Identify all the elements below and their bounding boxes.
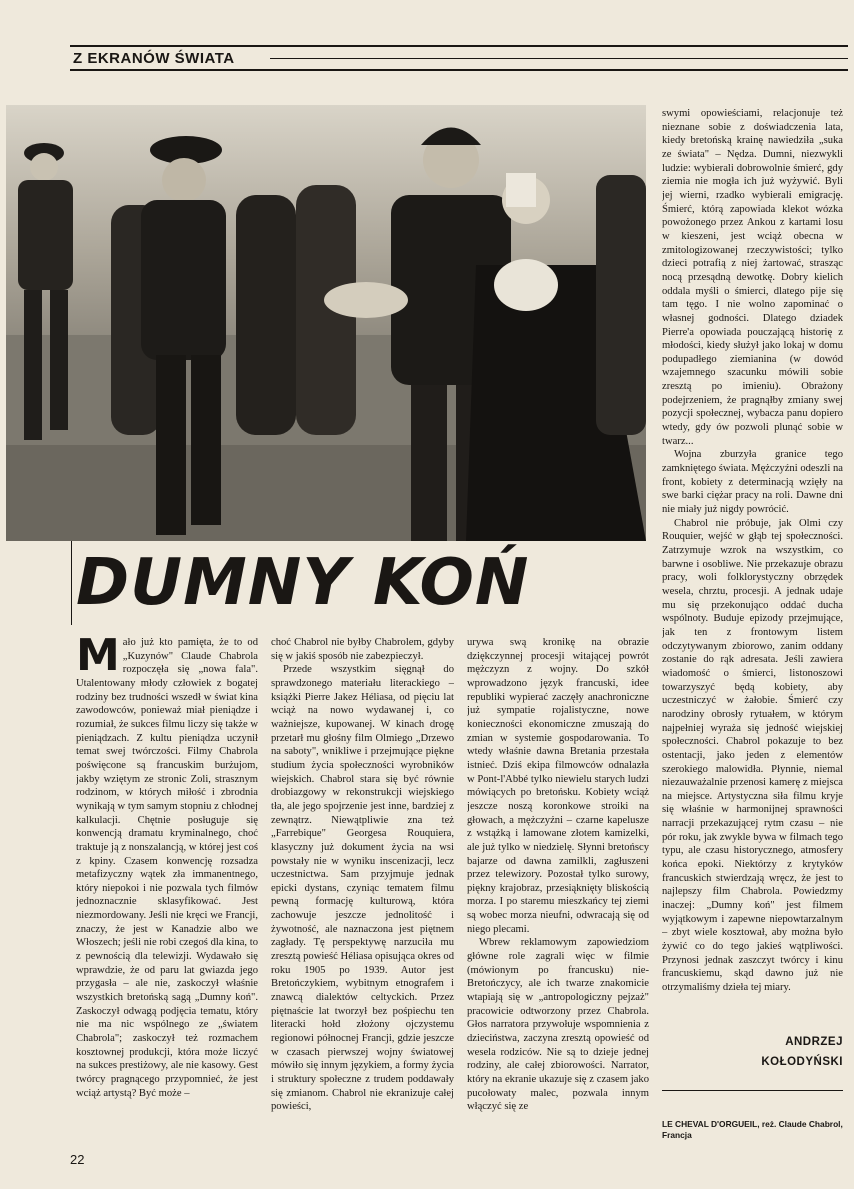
title-rule: [270, 58, 848, 59]
section-title: Z EKRANÓW ŚWIATA: [73, 50, 235, 67]
film-still-photo: [6, 105, 646, 541]
headline-left-rule: [71, 541, 72, 625]
header-bottom-rule: [70, 69, 848, 71]
caption-rule: [662, 1090, 843, 1091]
page-number: 22: [70, 1152, 85, 1167]
author-last-name: KOŁODYŃSKI: [761, 1056, 843, 1068]
author-byline: [662, 1032, 843, 1072]
col2-paragraph-1: choć Chabrol nie byłby Chabrolem, gdyby się w jakiś sposób nie zabezpieczył.: [271, 637, 454, 662]
col1-paragraph-1: ało już kto pamięta, że to od „Kuzynów" Claude Chabrola rozpoczęła się „nowa fala". Utalentowany młody człowiek z bogatej rodziny bez trudności wszedł w świat kina zawodowców, ponieważ miał pieniądze i rozumiał, że sukces filmu liczy się także w pieniądzach. Z kultu pieniądza uczynił temat swej twórczości. Filmy Chabrola poświęcone są francuskim burżujom, jakby wziętym ze stronic Zoli, strasznym rodzinom, w których miłość i zbrodnia wynikają w tym samym stopniu z chłodnej kalkulacji. Chętnie posługuje się konwencją dramatu kryminalnego, choć traktuje ją z nonszalancją, w której jest coś z kpiny. Czasem konwencję rozsadza metafizyczny wątek zła immanentnego, który niepokoi i nie pozwala tych filmów jednoznacznie sklasyfikować. Jest niezmordowany. Jeśli nie kręci we Francji, znaczy, że jest w Kanadzie albo we Włoszech; jeśli nie robi czegoś dla kina, to z pewnością dla telewizji. Wydawało się wprawdzie, że od paru lat gwiazda jego przygasła – ale nie, zaskoczył właśnie wszystkich bretońską sagą „Dumny koń". Zaskoczył odwagą podjęcia tematu, który nie ma nic wspólnego ze „światem Chabrola"; zaskoczył też rozmachem kosztownej produkcji, która może liczyć na sukces prestiżowy, ale nie kasowy. Gest twórcy pragnącego przypomnieć, że jest wciąż artystą? Być może –: [76, 637, 258, 1099]
col3-paragraph-1: urywa swą kronikę na obrazie dziękczynnej procesji witającej powrót mężczyzn z wojny. Do szkół wprowadzono język francuski, idee republiki wypierać zaczęły anachroniczne już sympatie rojalistyczne, nowe konieczności ekonomiczne zmuszają do zmian w systemie gospodarowania. To wtedy właśnie dawna Bretania przestała istnieć. Dziś ekipa filmowców odnalazła w Pont-l'Abbé tylko niewielu starych ludzi mówiących po bretońsku. Kobiety wciąż jeszcze noszą koronkowe stroiki na głowach, a mężczyźni – czarne kapelusze z wstążką i lamowane złotem kamizelki, ale już tylko w niedzielę. Słynni bretońscy bajarze od dawna zamilkli, zagłuszeni przez telewizory. Pozostał tylko surowy, piękny krajobraz, przesiąknięty bliskością morza. I po staremu mieszkańcy tej ziemi są wobec morza nieufni, odwracają się od niego plecami.: [467, 637, 649, 935]
photo-caption: LE CHEVAL D'ORGUEIL, reż. Claude Chabrol, Francja: [662, 1119, 843, 1140]
article-column-3: [467, 636, 649, 1146]
col3-paragraph-2: Wbrew reklamowym zapowiedziom główne role zagrali więc w filmie (mówionym po francusku) nie-Bretończycy, ale ich twarze znakomicie wtapiają się w „antropologiczny pejzaż" pracowicie odtworzony przez Chabrola. Głos narratora przywołuje wspomnienia z dzieciństwa, zaczyna zresztą opowieść od wesela rodziców. Nie są to dzieje jednej rodziny, ale całej zbiorowości. Narrator, który na ekranie ukazuje się z czasem jako pucołowaty malec, pozwala innym włączyć się ze: [467, 937, 649, 1113]
article-column-2: [271, 636, 454, 1146]
article-column-4: [662, 107, 843, 1052]
col4-paragraph-3: Chabrol nie próbuje, jak Olmi czy Rouquier, wejść w głąb tej społeczności. Zatrzymuje wzrok na wszystkim, co barwne i osobliwe. Nie przekazuje obrazu pracy, woli folklorystyczny obrzędek wesela, chrztu, procesji. A jednak udaje mu się przekonująco oddać ducha wspólnoty. Buduje epizody przejmujące, jak ten z frontowym listem odczytywanym zbiorowo, zanim oddany zostanie do rąk adresata. Jeśli zawiera wiadomość o śmierci, listonoszowi towarzyszyć będą kobiety, aby uczestniczyć w żałobie. Śmierć czy narodziny obrosły rytuałem, w którym najpełniej wyraża się jedność wiejskiej społeczności. Chabrol pokazuje to bez ostentacji, jako jeden z elementów szerokiego malowidła. Płynnie, niemal niezauważalnie przenosi kamerę z miejsca na miejsce. Artystyczna siła filmu kryje się właśnie w harmonijnej sprawności narracji przekazującej rytm czasu – nie pór roku, jak zwykle bywa w filmach tego typu, ale czasu historycznego, atmosfery końca epoki. Niektórzy z krytyków francuskich stwierdzają wręcz, że jest to najlepszy film Chabrola. Powiedzmy inaczej: „Dumny koń" jest filmem wyjątkowym i zapewne niepowtarzalnym – zbyt wiele kosztował, aby można było żywić co do tego jakieś wątpliwości. Przynosi jednak zaszczyt twórcy i kinu francuskiemu, skąd dawno już nie otrzymaliśmy dzieła tej miary.: [662, 517, 843, 993]
author-first-name: ANDRZEJ: [785, 1036, 843, 1048]
drop-cap: M: [76, 636, 120, 681]
col2-paragraph-2: Przede wszystkim sięgnął do sprawdzonego materiału literackiego – książki Pierre Jakez Héliasa, od pięciu lat wciąż na nowo wydawanej i, co ważniejsze, kupowanej. W kinach drogę przetarł mu głośny film Olmiego „Drzewo na saboty", wnikliwe i przejmujące piękne studium życia społeczności wyrobników wiejskich. Chabrol stara się być równie drobiazgowy w rekonstrukcji wiejskiego tła, ale jego spojrzenie jest inne, bardziej z zewnątrz. Niewątpliwie zna też „Farrebique" Georgesa Rouquiera, klasyczny już dokument życia na wsi powstały nie w wyniku inscenizacji, lecz uczestnictwa. Sam przyjmuje jednak epicki dystans, czyniąc tematem filmu pewną formację kulturową, która zachowuje jeszcze jednolitość i żywotność, ale naznaczona jest piętnem zagłady. Tę perspektywę narzuciła mu zresztą powieść Héliasa opisująca okres od roku 1905 po 1939. Autor jest Bretończykiem, wybitnym etnografem i znawcą dialektów celtyckich. Przez piętnaście lat tworzył bez pośpiechu ten literacki hołd złożony ojczystemu regionowi północnej Francji, gdzie jeszcze w czasach pierwszej wojny światowej mówiło się innym językiem, a formy życia i struktury społeczne z trudem poddawały się zmianom. Chabrol nie ekranizuje całej powieści,: [271, 664, 454, 1113]
col4-paragraph-1: swymi opowieściami, relacjonuje też nieznane sobie z doświadczenia lata, kiedy bretońską krainę nawiedziła „suka ze świata" – Nędza. Dumni, niezwykli ludzie: wybierali dobrowolnie śmierć, gdy ziemia nie mogła ich już wyżywić. Byli jej wierni, rzadko wybierali emigrację. Śmierć, którą zapowiada klekot wózka powożonego przez Ankou z kartami losu w kieszeni, jest wciąż obecna w zmitologizowanej rzeczywistości; tylko dzieci potrafią z niej żartować, strasząc nocą przesądną dewotkę. Dobry kielich oddala myśli o śmierci, dlatego pije się tam tęgo. I nie wolno zapominać o własnej godności. Dlatego dziadek Pierre'a opowiada pouczającą historię z młodości, kiedy służył jako lokaj w domu podupadłego ziemianina (w dowód wzajemnego szacunku mówili sobie zresztą po imieniu). Obrażony podejrzeniem, że pragnąłby zmiany swej pozycji społecznej, wybacza panu dopiero wtedy, gdy ów pozwoli plunąć sobie w twarz...: [662, 108, 843, 447]
photo-icon: [6, 105, 646, 541]
article-column-1: [76, 636, 258, 1146]
top-rule: [70, 45, 848, 47]
headline: DUMNY KOŃ: [76, 546, 530, 620]
col4-paragraph-2: Wojna zburzyła granice tego zamkniętego świata. Mężczyźni odeszli na front, kobiety z determinacją wzięły na swe barki ciężar pracy na roli. Dawne dni nie miały już nigdy powrócić.: [662, 449, 843, 516]
